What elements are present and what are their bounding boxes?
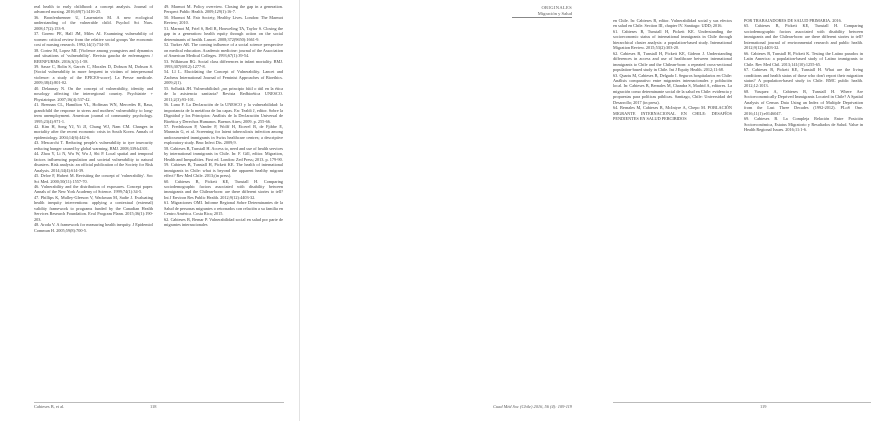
reference-entry: 61. Migraciones OMI. Informe Regional Sobre Determinantes de la Salud de personas migrantes o retornados con relación a su familia en Centro América. Costa Rica; 2015.: [164, 200, 283, 217]
left-page: [0, 0, 300, 421]
reference-entry: 36. Bronfenbrenner U, Lauenstein M. A new ecological understanding of the vulnerable child. Psychol Sci Nurs. 2008;17(2):153-9.: [34, 14, 153, 31]
reference-entry: POR TRABAJADORES DE SALUD PRIMARIA. 2016.: [744, 18, 842, 23]
footer-author: Cabieses B, et al.: [34, 404, 65, 409]
running-head-topic: Migración y Salud: [537, 10, 572, 16]
reference-entry: 47. Phillips K, Mulley-Gleeson V, Wackman M, Sadie J. Evaluating health inequity interventions: applying a contextual (external) validity framework to programs funded by the Canadian Health Services Research Foundation. Eval Program Plann. 2015;36(1):190-203.: [34, 194, 153, 222]
reference-entry: 45. Deloe F, Hubert M. Revisiting the concept of 'vulnerability'. Soc Sci Med. 2000;50(11):1557-70.: [34, 173, 153, 184]
reference-entry: 68. Vasquez A, Cabieses B, Tunstall H. Where Are Socioeconomically Deprived Immigrants Located in Chile? A Spatial Analysis of Census Data Using an Index of Multiple Deprivation from the Last Three Decades (1992-2012). PLoS One. 2016;11(1):e0146047.: [744, 88, 863, 116]
reference-entry: 51. Marmot M, Friel S, Bell R, Houweling TA, Taylor S. Closing the gap in a generation: health equity through action on the social determinants of health. Lancet. 2008;372(9650):1661-9.: [164, 25, 283, 42]
running-head: [538, 5, 572, 16]
reference-entry: 37. Gorenc PE, Hall JM, Miles AI. Examining vulnerability of women: critical review from the relative social groups 'the economic cost of nursing research. 1992;14(1):734-39.: [34, 31, 153, 48]
reference-entry: 53. Wilkinson RG. Social class differences in infant mortality. BMJ. 1993;307(6912):1277-8.: [164, 58, 283, 69]
reference-entry: 48. Aroda V. A framework for measuring health inequity. J Epidemiol Commun H. 2005;59(8):700-5.: [34, 222, 153, 233]
reference-entry: 58. Cabieses B, Tunstall H. Access to, need and use of health services by international immigrants in Chile. In: F. Gill, editor. Migration, Health and Inequalities. First ed. London: Zed Press; 2013. p. 179-90.: [164, 145, 283, 162]
reference-entry: 52. Turker AR. The coming influence of a social science perspective on medical education. Academic medicine: journal of the Association of American Medical Colleges. 1993;67(1):39-54.: [164, 42, 283, 59]
reference-entry: 65. Cabieses B, Pickett KE, Tunstall H. Comparing sociodemographic factors associated with disability between immigrants and the Chilean-born: are there different stories to tell? International journal of environmental research and public health. 2012;9(12):4403-32.: [744, 23, 863, 51]
left-page-column-2: [164, 4, 283, 228]
reference-entry: en Chile. In: Cabieses B, editor. Vulnerabilidad social y sus efectos en salud en Chile. Section III, chapter IV. Santiago: UDD; 2016.: [613, 18, 732, 29]
right-page: [300, 0, 863, 421]
right-page-column-1: [613, 18, 732, 122]
page-number-left: 118: [150, 404, 157, 409]
running-head-section-type: ORIGINALES: [541, 5, 572, 10]
footer-divider: [34, 402, 284, 403]
reference-entry: 39. Sasse C, Bolin S, Garcés C, Morales D, Dobson M, Dobson S. [Social vulnerability in more frequent in victims of interpersonal violence: a study of the EPICES-score]. La Presse medicale. 2009;38(4):801-02.: [34, 63, 153, 86]
reference-entry: 60. Cabieses B, Pickett KE, Tunstall H. Comparing sociodemographic factors associated with disability between immigrants and the Chilean-born: are there different stories to tell? Int J Environ Res Public Health. 2012;9(12):4403-32.: [164, 178, 283, 200]
reference-entry: 44. Zhou Y, Li N, Wu W, Wu J, Shi P. Local spatial and temporal factors influencing population and societal vulnerability to natural disasters. Risk analysis: an official publication of the Society for Risk Analysis. 2014;34(4):614-39.: [34, 151, 153, 173]
reference-entry: 59. Cabieses B, Tunstall H, Pickett KE. The health of international immigrants in Chile: what is beyond the apparent healthy migrant effect? Rev Med Chile. 2013;(in press).: [164, 162, 283, 179]
reference-entry: 49. Marmot M. Policy overview. Closing the gap in a generation. Perspect Public Health. 2009;129(1):16-7.: [164, 4, 283, 15]
right-page-column-2: [744, 18, 863, 133]
footer-divider: [613, 402, 871, 403]
reference-entry: 62. Cabieses B, Tunstall H, Pickett KE, Gideon J. Understanding differences in access and use of healthcare between international immigrants to Chile and the Chilean-born: a repeated cross-sectional population-based study in Chile. Int J Equity Health. 2012;11:68.: [613, 50, 732, 73]
reference-entry: 46. Vulnerability and the distribution of exposures. Concept paper. Annals of the New York Academy of Science. 1999;74(1):34-5.: [34, 183, 153, 195]
reference-entry: real health to early childhood: a concept analysis. Journal of advanced nursing. 2016;69(7):1416-25.: [34, 4, 153, 15]
reference-entry: 67. Cabieses B, Pickett KE, Tunstall H. What are the living conditions and health status of those who don't report their migration status? A population-based study in Chile. BMC public health. 2012;12:1013.: [744, 67, 863, 89]
left-page-column-1: [34, 4, 153, 233]
reference-entry: 61. Cabieses B, Tunstall H, Pickett KE. Understanding the socioeconomic status of international immigrants in Chile through hierarchical cluster analysis: a population-based study. International Migration Review. 2015;53(2):303-20.: [613, 28, 732, 51]
reference-entry: 57. Fredriksson P, Vander P, Wolff H, Eicerel B, de Fjibbe E, Mannsin G, et al. Screening for latent tuberculosis infection among undocumented immigrants in Swiss healthcare centres; a descriptive exploratory study. Bmc Infect Dis. 2009;9.: [164, 123, 283, 146]
reference-entry: 38. Cortez M, Lopez MI. [Violence among youngsters and dynamics and situations of 'vulnerability'. Revista gaucha de enfermagem / REENFURMS. 2016;3(1):1-58.: [34, 47, 153, 64]
reference-entry: 56. Luna F. La Declaración de la UNESCO y la vulnerabilidad: la importancia de la metáfora de las capas. En: Tealdi J, editor. Sobre la Dignidad y los Principios: Análisis de la Declaración Universal de Bioética y Derechos Humanos. Buenos Aires; 2009. p. 255-66.: [164, 102, 283, 124]
reference-entry: 66. Cabieses B, Tunstall H, Pickett K. Testing the Latino paradox in Latin America: a population-based study of Latino immigrants to Chile. Rev Med Chil. 2013;141(10):1255-65.: [744, 50, 863, 67]
reference-entry: 43. Mescarchi T. Reducing people's vulnerability to tyre insecurity reducing hunger caused by global warming. BMJ. 2008;339:k4301.: [34, 140, 153, 151]
reference-entry: 40. Delaunay N. On the concept of vulnerability, identity and nosology affecting the interregional country. Psychiatrie + Physiatrique. 2007;16(4):537-42.: [34, 85, 153, 102]
reference-entry: 50. Marmot M. Fair Society, Healthy Lives. London: The Marmot Review; 2010.: [164, 14, 283, 26]
reference-entry: 42. Kim H, Song YJ, Yi JJ, Chung WJ, Nam CM. Changes in mortality after the recent economic crisis in South Korea. Annals of epidemiology. 2004;14(6):442-6.: [34, 123, 153, 140]
reference-entry: 54. Ll L. Elucidating the Concept of Vulnerability. Lancet and Zacheus International Journal of Feminist Approaches of Bioethics. 2009;2(1).: [164, 69, 283, 86]
footer-journal-citation: Cuad Méd Soc (Chile) 2016, 56 (4): 109-119: [493, 404, 572, 409]
reference-entry: 64. Bernales M, Cabieses B, McIntyre A, Chepo M. POBLACIÓN MIGRANTE INTERNACIONAL EN CHILE: DESAFÍOS PENDIENTES EN SALUD PERCIBIDOS: [613, 105, 732, 122]
reference-entry: 69. Cabieses B. La Compleja Relación Entre Posición Socioeconómica, Estatus Migratorio y Resultados de Salud. Value in Health Regional Issues. 2016;11:1-6.: [744, 116, 863, 133]
reference-entry: 62. Cabieses B, Bernar P. Vulnerabilidad social en salud por parte de migrantes internacionales: [164, 216, 283, 228]
running-head-rule: [512, 17, 572, 18]
reference-entry: 41. Brennan CL, Hamilton VL, Hoffman WN, Mercedes R, Rasa, grandchild the response to stress and mothers' vulnerability to long-term unemployment. American journal of community psychology. 1995;23(4):971-1.: [34, 102, 153, 124]
reference-entry: 63. Quartu M, Cabieses B, Delgado I. Seguros hospitalarios en Chile: Análisis comparativo entre migrantes internacionales y población local. In: Cabieses B, Bernales M, Chandra S, Madrid A, editores. La migración como determinante social de la salud en Chile: evidencia y propuestas para políticas públicas. Santiago, Chile: Universidad del Desarrollo; 2017 (in press).: [613, 72, 732, 105]
reference-entry: 55. Solbakk JH. Vulnerabilidad: ¿un principio fútil o útil en la ética de la asistencia sanitaria? Revista Redbioética UNESCO. 2011;2(3):93-101.: [164, 85, 283, 102]
page-number-right: 119: [760, 404, 767, 409]
